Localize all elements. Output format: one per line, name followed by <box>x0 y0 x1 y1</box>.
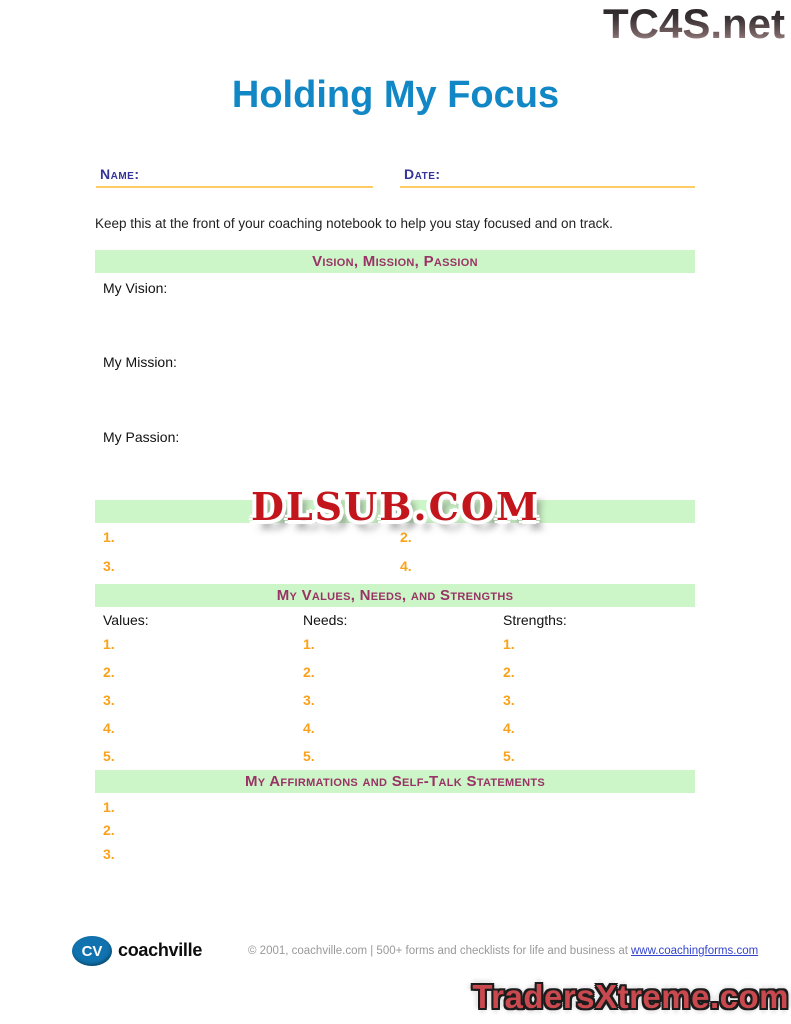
column-label-needs: Needs: <box>303 612 348 628</box>
date-label: Date: <box>404 166 441 182</box>
column-label-values: Values: <box>103 612 149 628</box>
values-number-2: 2. <box>103 664 115 680</box>
needs-number-4: 4. <box>303 720 315 736</box>
tc4s-watermark: TC4S.net <box>602 0 785 47</box>
name-label: Name: <box>100 166 140 182</box>
goal-number-4: 4. <box>400 558 412 574</box>
strengths-number-3: 3. <box>503 692 515 708</box>
section-banner-affirmations <box>95 770 695 793</box>
strengths-number-5: 5. <box>503 748 515 764</box>
section-banner-vision <box>95 250 695 273</box>
section-heading-affirmations: My Affirmations and Self-Talk Statements <box>244 773 546 790</box>
intro-text: Keep this at the front of your coaching notebook to help you stay focused and on track. <box>95 216 613 231</box>
coachville-logo-icon: CV <box>72 936 112 966</box>
name-input-line[interactable] <box>96 166 373 188</box>
coachingforms-link[interactable]: www.coachingforms.com <box>630 945 759 957</box>
coachville-logo-text: coachville <box>118 940 203 960</box>
goal-number-1: 1. <box>103 529 115 545</box>
tradersxtreme-watermark: TradersXtreme.com <box>472 978 789 1015</box>
affirmation-number-2: 2. <box>103 822 115 838</box>
affirmation-number-3: 3. <box>103 846 115 862</box>
needs-number-3: 3. <box>303 692 315 708</box>
needs-number-1: 1. <box>303 636 315 652</box>
page-title: Holding My Focus <box>231 74 560 116</box>
strengths-number-4: 4. <box>503 720 515 736</box>
field-label-my-vision: My Vision: <box>103 280 168 296</box>
needs-number-5: 5. <box>303 748 315 764</box>
column-label-strengths: Strengths: <box>503 612 567 628</box>
affirmation-number-1: 1. <box>103 799 115 815</box>
field-label-my-mission: My Mission: <box>103 354 177 370</box>
section-heading-vision: Vision, Mission, Passion <box>312 253 478 270</box>
copyright-text: © 2001, coachville.com | 500+ forms and checklists for life and business at <box>248 945 628 957</box>
values-number-4: 4. <box>103 720 115 736</box>
copyright-line <box>248 945 758 957</box>
values-number-3: 3. <box>103 692 115 708</box>
field-label-my-passion: My Passion: <box>103 429 180 445</box>
dlsub-watermark: DLSUB.COM <box>250 484 541 529</box>
goal-number-2: 2. <box>400 529 412 545</box>
goal-number-3: 3. <box>103 558 115 574</box>
date-input-line[interactable] <box>400 166 695 188</box>
strengths-number-2: 2. <box>503 664 515 680</box>
values-number-5: 5. <box>103 748 115 764</box>
section-banner-values <box>95 584 695 607</box>
strengths-number-1: 1. <box>503 636 515 652</box>
needs-number-2: 2. <box>303 664 315 680</box>
values-number-1: 1. <box>103 636 115 652</box>
section-heading-values: My Values, Needs, and Strengths <box>276 587 514 604</box>
